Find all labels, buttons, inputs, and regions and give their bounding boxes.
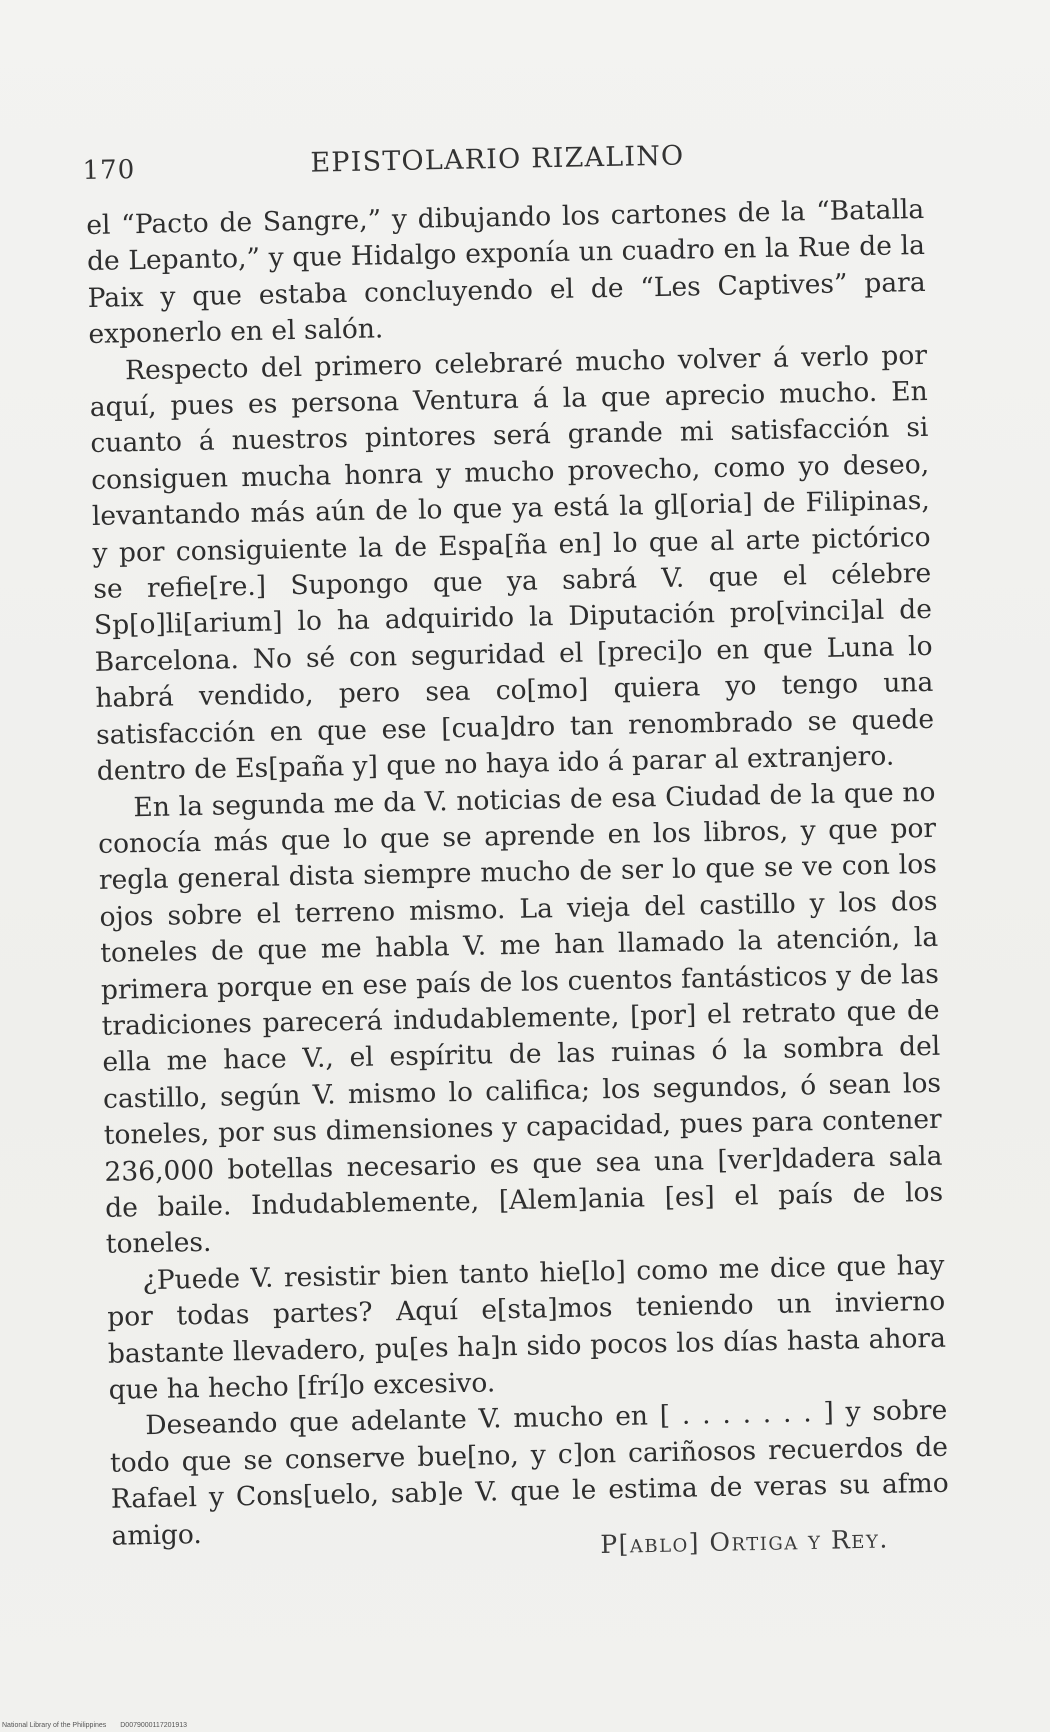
paragraph-closing: Deseando que adelante V. mucho en [ . . . . . . . ] y sobre todo que se conserve bue[no, y c]on cariñosos recuerdos de Rafael y Cons[uelo, sab]e V. que le estima de veras su afmo amigo.	[109, 1395, 949, 1552]
footer-institution: National Library of the Philippines	[2, 1722, 107, 1729]
footer-identifier: D0079000117201913	[120, 1722, 188, 1729]
paragraph-second-letter: En la segunda me da V. noticias de esa Ciudad de la que no conocía más que lo que se aprende en los libros, y que por regla general dista siempre mucho de ser lo que se ve con los ojos sobre el terreno mismo. La vieja del castillo y los dos toneles de que me habla V. me han llamado la atención, la primera porque en ese país de los cuentos fantásticos y de las tradiciones parecerá indudablemente, [por] el retrato que de ella me hace V., el espíritu de las ruinas ó la sombra del castillo, según V. mismo lo califica; los segundos, ó sean los toneles, por sus dimensiones y capacidad, pues para contener 236,000 botellas necesario es que sea una [ver]dadera sala de baile. Indudablemente, [Alem]ania [es] el país de los toneles.	[97, 776, 944, 1261]
paragraph-winter: ¿Puede V. resistir bien tanto hie[lo] como me dice que hay por todas partes? Aquí e[sta]mos teniendo un invierno bastante llevadero, pu[es ha]n sido pocos los días hasta ahora que ha hecho [frí]o excesivo.	[107, 1249, 947, 1406]
paragraph-first-letter: Respecto del primero celebraré mucho volver á verlo por aquí, pues es persona Ventura á la que aprecio mucho. En cuanto á nuestros pintores será grande mi satisfacción si consiguen mucha honra y mucho provecho, como yo deseo, levantando más aún de lo que ya está la gl[oria] de Filipinas, y por consiguiente la de Espa[ña en] lo que al arte pictórico se refie[re.] Supongo que ya sabrá V. que el célebre Sp[o]li[arium] lo ha adquirido la Diputación pro[vinci]al de Barcelona. No sé con seguridad el [preci]o en que Luna lo habrá vendido, pero sea co[mo] quiera yo tengo una satisfacción en que ese [cua]dro tan renombrado se quede dentro de Es[paña y] que no haya ido á parar al extranjero.	[89, 339, 935, 787]
paragraph-continuation: el “Pacto de Sangre,” y dibujando los cartones de la “Batalla de Lepanto,” y que Hidalgo exponía un cuadro en la Rue de la Paix y que estaba concluyendo el de “Les Captives” para exponerlo en el salón.	[86, 193, 926, 351]
signature: P[ablo] Ortiga y Rey.	[600, 1524, 890, 1559]
letter-body	[86, 192, 950, 1555]
page-header	[82, 124, 923, 190]
scan-footer	[2, 1722, 187, 1729]
page-number: 170	[82, 154, 136, 186]
running-title: EPISTOLARIO RIZALINO	[310, 140, 685, 179]
